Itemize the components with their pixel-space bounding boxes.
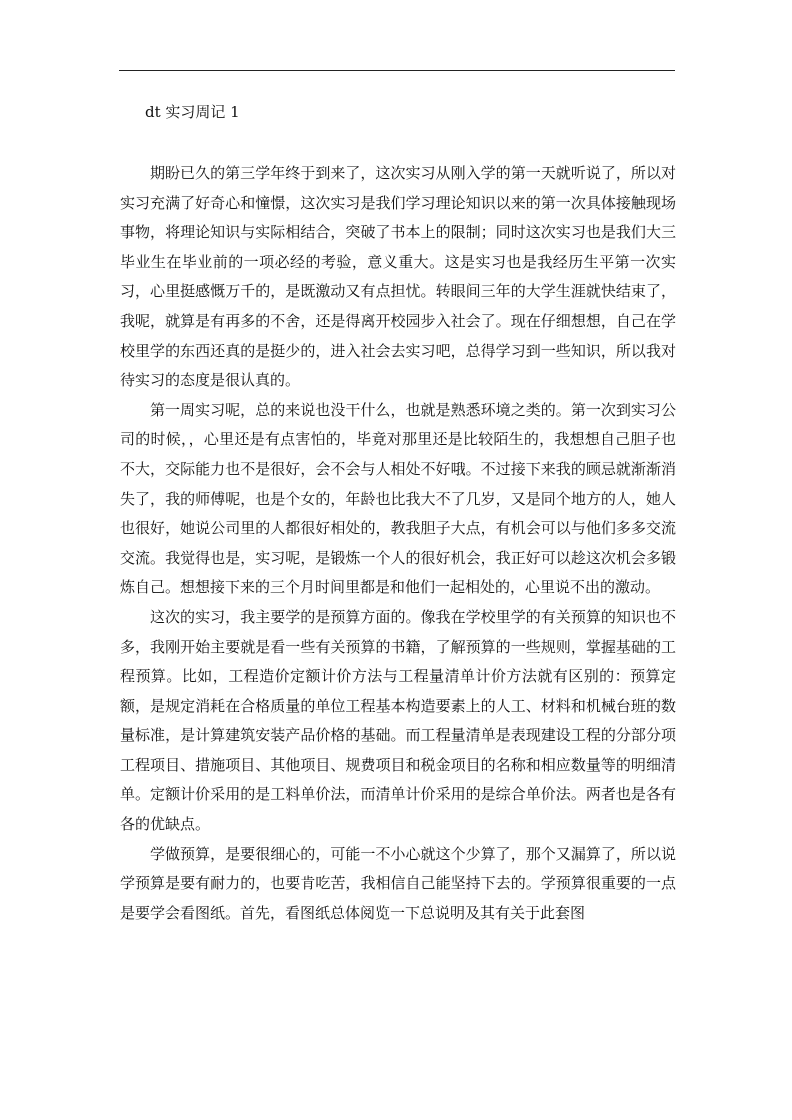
paragraph-4: 学做预算，是要很细心的，可能一不小心就这个少算了，那个又漏算了，所以说学预算是要有耐力的，也要肯吃苦，我相信自己能坚持下去的。学预算很重要的一点是要学会看图纸。首先，看图纸总体阅览一下总说明及其有关于此套图 xyxy=(120,844,676,922)
document-body xyxy=(120,159,676,928)
paragraph-1: 期盼已久的第三学年终于到来了，这次实习从刚入学的第一天就听说了，所以对实习充满了好奇心和憧憬，这次实习是我们学习理论知识以来的第一次具体接触现场事物，将理论知识与实际相结合，突破了书本上的限制；同时这次实习也是我们大三毕业生在毕业前的一项必经的考验，意义重大。这是实习也是我经历生平第一次实习，心里挺感慨万千的，是既激动又有点担忧。转眼间三年的大学生涯就快结束了，我呢，就算是有再多的不舍，还是得离开校园步入社会了。现在仔细想想，自己在学校里学的东西还真的是挺少的，进入社会去实习吧，总得学习到一些知识，所以我对待实习的态度是很认真的。 xyxy=(120,164,676,390)
paragraph-3: 这次的实习，我主要学的是预算方面的。像我在学校里学的有关预算的知识也不多，我刚开始主要就是看一些有关预算的书籍，了解预算的一些规则，掌握基础的工程预算。比如，工程造价定额计价方法与工程量清单计价方法就有区别的：预算定额，是规定消耗在合格质量的单位工程基本构造要素上的人工、材料和机械台班的数量标准，是计算建筑安装产品价格的基础。而工程量清单是表现建设工程的分部分项工程项目、措施项目、其他项目、规费项目和税金项目的名称和相应数量等的明细清单。定额计价采用的是工料单价法，而清单计价采用的是综合单价法。两者也是各有各的优缺点。 xyxy=(120,607,676,834)
header-rule xyxy=(119,70,675,71)
document-title: dt 实习周记 1 xyxy=(145,103,240,121)
paragraph-2: 第一周实习呢，总的来说也没干什么，也就是熟悉环境之类的。第一次到实习公司的时候，，心里还是有点害怕的，毕竟对那里还是比较陌生的，我想想自己胆子也不大，交际能力也不是很好，会不会与人相处不好哦。不过接下来我的顾忌就渐渐消失了，我的师傅呢，也是个女的，年龄也比我大不了几岁，又是同个地方的人，她人也很好，她说公司里的人都很好相处的，教我胆子大点，有机会可以与他们多多交流交流。我觉得也是，实习呢，是锻炼一个人的很好机会，我正好可以趁这次机会多锻炼自己。想想接下来的三个月时间里都是和他们一起相处的，心里说不出的激动。 xyxy=(120,400,676,597)
